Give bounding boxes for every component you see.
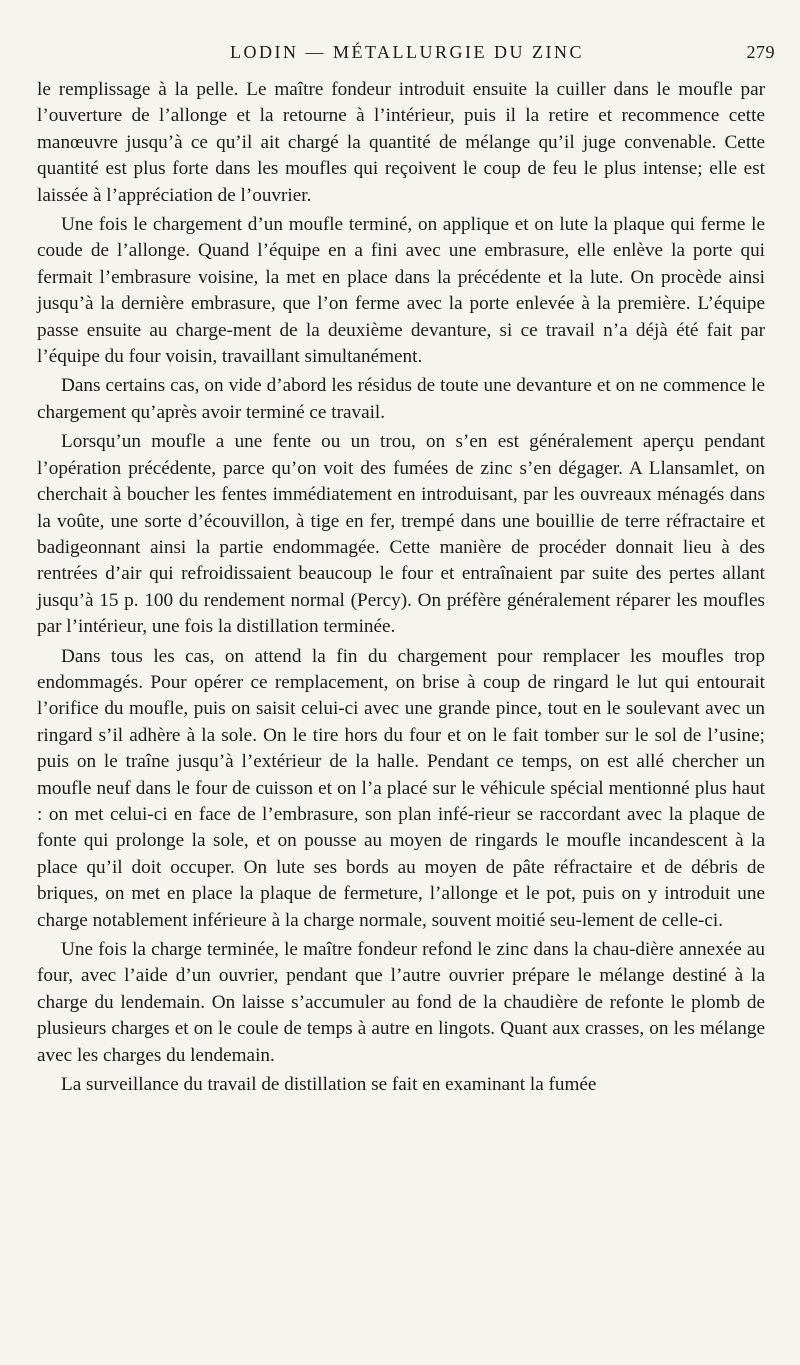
paragraph: Dans certains cas, on vide d’abord les résidus de toute une devanture et on ne commence le chargement qu’après avoir terminé ce travail. (37, 375, 765, 423)
paragraph: Une fois la charge terminée, le maître fondeur refond le zinc dans la chau-dière annexée au four, avec l’aide d’un ouvrier, pendant que l’autre ouvrier prépare le mélange destiné à la charge du lendemain. On laisse s’accumuler au fond de la chaudière de refonte le plomb de plusieurs charges et on le coule de temps à autre en lingots. Quant aux crasses, on les mélange avec les charges du lendemain. (37, 939, 765, 1066)
running-header (40, 42, 775, 66)
paragraph: Une fois le chargement d’un moufle terminé, on applique et on lute la plaque qui ferme le coude de l’allonge. Quand l’équipe en a fini avec une embrasure, elle enlève la porte qui fermait l’embrasure voisine, la met en place dans la précédente et la lute. On procède ainsi jusqu’à la dernière embrasure, que l’on ferme avec la porte enlevée à la première. L’équipe passe ensuite au charge-ment de la deuxième devanture, si ce travail n’a déjà été fait par l’équipe du four voisin, travaillant simultanément. (37, 214, 765, 368)
paragraph: Lorsqu’un moufle a une fente ou un trou, on s’en est généralement aperçu pendant l’opération précédente, parce qu’on voit des fumées de zinc s’en dégager. A Llansamlet, on cherchait à boucher les fentes immédiatement en introduisant, par les ouvreaux ménagés dans la voûte, une sorte d’écouvillon, à tige en fer, trempé dans une bouillie de terre réfractaire et badigeonnant ainsi la partie endommagée. Cette manière de procéder donnait lieu à des rentrées d’air qui refroidissaient beaucoup le four et entraînaient par suite des pertes allant jusqu’à 15 p. 100 du rendement normal (Percy). On préfère généralement réparer les moufles par l’intérieur, une fois la distillation terminée. (37, 431, 765, 638)
paragraph: Dans tous les cas, on attend la fin du chargement pour remplacer les moufles trop endommagés. Pour opérer ce remplacement, on brise à coup de ringard le lut qui entourait l’orifice du moufle, puis on saisit celui-ci avec une grande pince, tout en le soulevant avec un ringard s’il adhère à la sole. On le tire hors du four et on le fait tomber sur le sol de l’usine; puis on le traîne jusqu’à l’extérieur de la halle. Pendant ce temps, on est allé chercher un moufle neuf dans le four de cuisson et on l’a placé sur le véhicule spécial mentionné plus haut : on met celui-ci en face de l’embrasure, son plan infé-rieur se raccordant avec la plaque de fonte qui prolonge la sole, et on pousse au moyen de ringards le moufle incandescent à la place qu’il doit occuper. On lute ses bords au moyen de pâte réfractaire et de débris de briques, on met en place la plaque de fermeture, l’allonge et le pot, puis on y introduit une charge notablement inférieure à la charge normale, souvent moitié seu-lement de celle-ci. (37, 645, 765, 931)
paragraph: le remplissage à la pelle. Le maître fondeur introduit ensuite la cuiller dans le moufle par l’ouverture de l’allonge et la retourne à l’intérieur, puis il la retire et recommence cette manœuvre jusqu’à ce qu’il ait chargé la quantité de mélange qu’il juge convenable. Cette quantité est plus forte dans les moufles qui reçoivent le coup de feu le plus intense; elle est laissée à l’appréciation de l’ouvrier. (37, 79, 765, 206)
running-title: LODIN — MÉTALLURGIE DU ZINC (230, 42, 585, 62)
paragraph: La surveillance du travail de distillation se fait en examinant la fumée (61, 1074, 597, 1096)
body-text (37, 77, 765, 1098)
page-number: 279 (746, 42, 775, 62)
